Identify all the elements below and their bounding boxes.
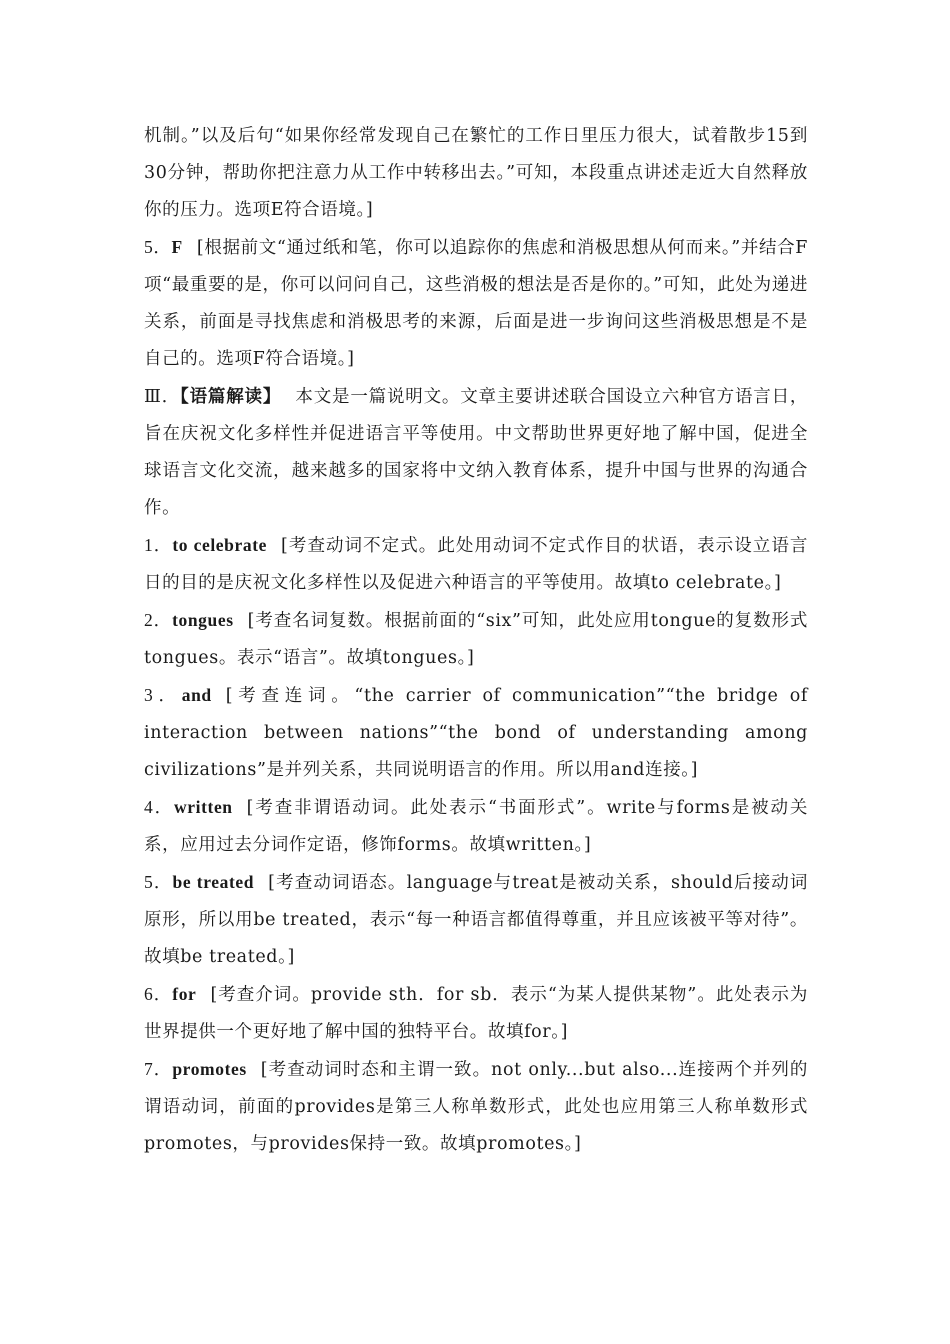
answer-item-6: [144, 976, 808, 1051]
item-number: 6．: [144, 984, 173, 1004]
answer-item-7: [144, 1051, 808, 1163]
item-answer: tongues: [172, 610, 234, 630]
section-roman: Ⅲ．: [144, 386, 181, 406]
answer-item-1: [144, 527, 808, 602]
answer-item-5: [144, 864, 808, 976]
item-answer: for: [172, 984, 197, 1004]
answer-item-2: [144, 602, 808, 677]
answer-item-3: [144, 677, 808, 789]
item-explanation: [考查动词时态和主谓一致。not only...but also...连接两个并列的谓语动词，前面的provides是第三人称单数形式，此处也应用第三人称单数形式promotes，与provides保持一致。故填promotes。]: [144, 1060, 808, 1154]
item-explanation: [考查动词语态。language与treat是被动关系，should后接动词原形，所以用be treated，表示“每一种语言都值得尊重，并且应该被平等对待”。故填be treated。]: [144, 873, 808, 967]
item-number: 7．: [144, 1059, 173, 1079]
answer-item-4: [144, 789, 808, 864]
item-explanation: [根据前文“通过纸和笔，你可以追踪你的焦虑和消极思想从何而来。”并结合F项“最重要的是，你可以问问自己，这些消极的想法是否是你的。”可知，此处为递进关系，前面是寻找焦虑和消极思考的来源，后面是进一步询问这些消极思想是不是自己的。选项F符合语境。]: [144, 238, 809, 369]
item-answer: F: [171, 237, 183, 257]
item-answer: be treated: [172, 872, 255, 892]
answer-document: [144, 118, 808, 1163]
item-number: 3．: [144, 685, 182, 705]
item-answer: promotes: [172, 1059, 247, 1079]
continuation-paragraph: [144, 118, 808, 229]
item-explanation: [考查动词不定式。此处用动词不定式作目的状语，表示设立语言日的目的是庆祝文化多样性以及促进六种语言的平等使用。故填to celebrate。]: [144, 536, 808, 593]
item-answer: to celebrate: [172, 535, 267, 555]
continuation-text: 机制。”以及后句“如果你经常发现自己在繁忙的工作日里压力很大，试着散步15到30分钟，帮助你把注意力从工作中转移出去。”可知，本段重点讲述走近大自然释放你的压力。选项E符合语境。]: [144, 126, 808, 220]
item-answer: and: [181, 685, 212, 705]
item-number: 4．: [144, 797, 175, 817]
item-number: 5．: [144, 237, 172, 257]
item-explanation: [考查介词。provide sth．for sb．表示“为某人提供某物”。此处表示为世界提供一个更好地了解中国的独特平台。故填for。]: [144, 985, 808, 1042]
item-explanation: [考查连词。“the carrier of communication”“the bridge of interaction between nations”“the bond of understanding among civilizations”是并列关系，共同说明语言的作用。所以用and连接。]: [144, 686, 809, 780]
item-number: 2．: [144, 610, 173, 630]
section-summary-text: 本文是一篇说明文。文章主要讲述联合国设立六种官方语言日，旨在庆祝文化多样性并促进语言平等使用。中文帮助世界更好地了解中国，促进全球语言文化交流，越来越多的国家将中文纳入教育体系，提升中国与世界的沟通合作。: [144, 387, 808, 518]
answer-item-s2-5: [144, 229, 808, 378]
item-number: 1．: [144, 535, 173, 555]
section-tag: 【语篇解读】: [180, 387, 282, 407]
item-number: 5．: [144, 872, 173, 892]
item-explanation: [考查非谓语动词。此处表示“书面形式”。write与forms是被动关系，应用过去分词作定语，修饰forms。故填written。]: [144, 798, 808, 855]
item-answer: written: [174, 797, 233, 817]
section-3-summary: [144, 378, 808, 527]
item-explanation: [考查名词复数。根据前面的“six”可知，此处应用tongue的复数形式tongues。表示“语言”。故填tongues。]: [144, 611, 808, 668]
